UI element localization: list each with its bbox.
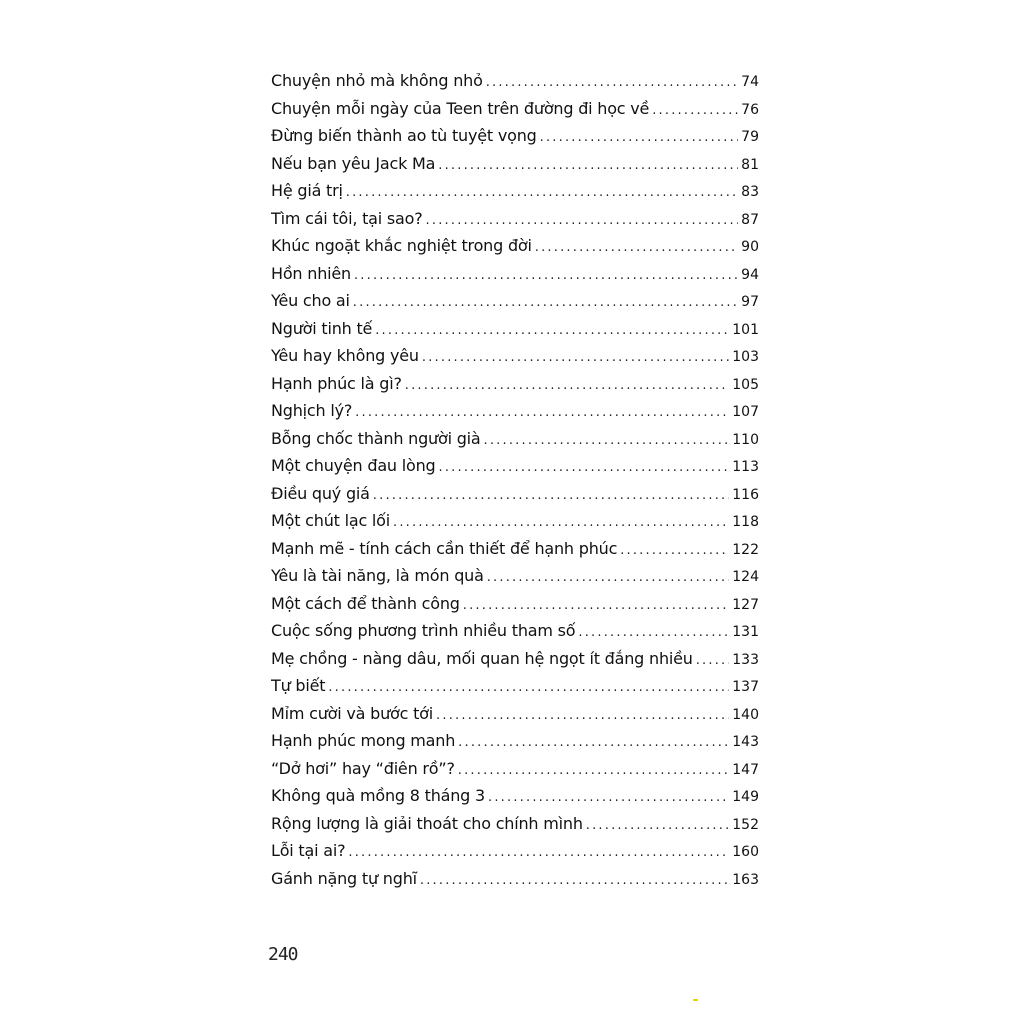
toc-entry-title: Rộng lượng là giải thoát cho chính mình (271, 813, 583, 833)
toc-entry-page: 107 (732, 404, 759, 420)
dot-leader (458, 757, 730, 785)
toc-entry-title: Bỗng chốc thành người già (271, 428, 481, 448)
toc-entry-title: Nếu bạn yêu Jack Ma (271, 153, 436, 173)
toc-entry (271, 645, 759, 673)
toc-entry (271, 425, 759, 453)
toc-entry-page: 127 (732, 596, 759, 613)
toc-entry-title: Yêu hay không yêu (271, 346, 419, 365)
toc-entry-title: Một chút lạc lối (271, 511, 391, 530)
dot-leader (346, 179, 738, 207)
toc-entry (271, 370, 759, 398)
dot-leader (422, 344, 729, 372)
toc-entry-title: Không quà mồng 8 tháng 3 (271, 786, 485, 805)
dot-leader (620, 537, 729, 565)
toc-entry (271, 205, 759, 233)
toc-entry-title: Đừng biến thành ao tù tuyệt vọng (271, 126, 537, 145)
toc-entry (271, 342, 759, 370)
toc-entry-page: 90 (741, 239, 759, 255)
toc-entry (271, 727, 759, 755)
toc-entry-title: Cuộc sống phương trình nhiều tham số (271, 621, 576, 640)
toc-entry-title: Yêu là tài năng, là món quà (271, 566, 484, 585)
toc-entry-page: 152 (732, 816, 759, 833)
toc-entry-title: Mẹ chồng - nàng dâu, mối quan hệ ngọt ít đắng nhiều (271, 648, 693, 668)
toc-entry (271, 315, 759, 343)
toc-entry-title: Điều quý giá (271, 483, 370, 503)
toc-entry-page: 143 (732, 734, 759, 750)
toc-entry-page: 94 (741, 266, 759, 283)
toc-entry (271, 287, 759, 315)
toc-entry-page: 124 (732, 569, 759, 585)
toc-entry-page: 122 (732, 541, 759, 558)
toc-entry-title: Lỗi tại ai? (271, 841, 346, 860)
dot-leader (578, 619, 729, 647)
toc-entry-page: 147 (732, 761, 759, 778)
toc-entry (271, 672, 759, 700)
toc-entry (271, 810, 759, 838)
toc-entry-title: Một cách để thành công (271, 593, 460, 613)
toc-entry (271, 590, 759, 618)
toc-entry (271, 837, 759, 865)
dot-leader (652, 97, 738, 125)
toc-entry (271, 122, 759, 150)
toc-entry (271, 782, 759, 810)
toc-entry (271, 232, 759, 260)
dot-leader (353, 289, 738, 317)
dot-leader (535, 234, 738, 262)
toc-entry-page: 113 (732, 459, 759, 475)
toc-entry (271, 452, 759, 480)
toc-entry (271, 95, 759, 123)
dot-leader (328, 674, 729, 702)
dot-leader (463, 592, 730, 620)
toc-entry (271, 150, 759, 178)
dot-leader (439, 454, 730, 482)
toc-entry (271, 562, 759, 590)
toc-entry-title: Mạnh mẽ - tính cách cần thiết để hạnh phúc (271, 538, 618, 558)
toc-entry-title: Gánh nặng tự nghĩ (271, 868, 417, 888)
toc-entry-page: 160 (732, 844, 759, 860)
toc-entry-title: “Dở hơi” hay “điên rồ”? (271, 758, 455, 778)
dot-leader (393, 509, 729, 537)
dot-leader (354, 262, 738, 290)
toc-entry-title: Tìm cái tôi, tại sao? (271, 208, 423, 228)
toc-entry-page: 137 (732, 679, 759, 695)
toc-entry-title: Người tinh tế (271, 318, 373, 338)
toc-entry-page: 133 (732, 651, 759, 668)
table-of-contents (271, 67, 759, 892)
page-number: 240 (268, 944, 298, 965)
toc-entry-page: 110 (732, 431, 759, 448)
dot-leader (438, 152, 738, 180)
toc-entry-title: Hạnh phúc là gì? (271, 373, 402, 393)
toc-entry (271, 177, 759, 205)
toc-entry-page: 163 (732, 871, 759, 888)
toc-entry-page: 87 (741, 211, 759, 228)
toc-entry-page: 97 (741, 294, 759, 310)
toc-entry (271, 617, 759, 645)
toc-entry-title: Hệ giá trị (271, 181, 343, 200)
dot-leader (486, 69, 738, 97)
scan-speck (693, 999, 698, 1001)
toc-entry-page: 83 (741, 184, 759, 200)
toc-entry (271, 67, 759, 95)
toc-entry-page: 103 (732, 349, 759, 365)
toc-entry-title: Chuyện nhỏ mà không nhỏ (271, 71, 483, 90)
dot-leader (348, 839, 729, 867)
toc-entry-page: 131 (732, 624, 759, 640)
toc-entry-page: 140 (732, 706, 759, 723)
toc-entry (271, 507, 759, 535)
toc-entry-title: Khúc ngoặt khắc nghiệt trong đời (271, 236, 532, 255)
toc-entry-page: 149 (732, 789, 759, 805)
dot-leader (458, 729, 729, 757)
toc-entry-page: 118 (732, 514, 759, 530)
toc-entry-title: Yêu cho ai (271, 291, 350, 310)
toc-entry-title: Hồn nhiên (271, 263, 351, 283)
toc-entry-title: Tự biết (271, 676, 326, 695)
toc-entry-page: 76 (741, 101, 759, 118)
toc-entry (271, 865, 759, 893)
toc-entry-page: 116 (732, 486, 759, 503)
dot-leader (405, 372, 730, 400)
toc-entry (271, 260, 759, 288)
dot-leader (540, 124, 739, 152)
dot-leader (355, 399, 729, 427)
toc-entry-page: 101 (732, 321, 759, 338)
toc-entry-title: Chuyện mỗi ngày của Teen trên đường đi học về (271, 98, 650, 118)
toc-entry-page: 81 (741, 156, 759, 173)
dot-leader (375, 317, 729, 345)
toc-entry-page: 79 (741, 129, 759, 145)
dot-leader (586, 812, 730, 840)
dot-leader (487, 564, 730, 592)
toc-entry-page: 74 (741, 74, 759, 90)
toc-entry (271, 755, 759, 783)
toc-entry-title: Mỉm cười và bước tới (271, 703, 434, 723)
dot-leader (373, 482, 729, 510)
dot-leader (420, 867, 729, 895)
toc-entry-title: Hạnh phúc mong manh (271, 731, 456, 750)
dot-leader (484, 427, 730, 455)
toc-entry (271, 397, 759, 425)
toc-entry-title: Nghịch lý? (271, 401, 353, 420)
toc-entry (271, 700, 759, 728)
toc-entry (271, 535, 759, 563)
dot-leader (426, 207, 739, 235)
toc-entry-title: Một chuyện đau lòng (271, 456, 436, 475)
toc-entry-page: 105 (732, 376, 759, 393)
dot-leader (488, 784, 729, 812)
dot-leader (436, 702, 729, 730)
dot-leader (696, 647, 730, 675)
toc-entry (271, 480, 759, 508)
